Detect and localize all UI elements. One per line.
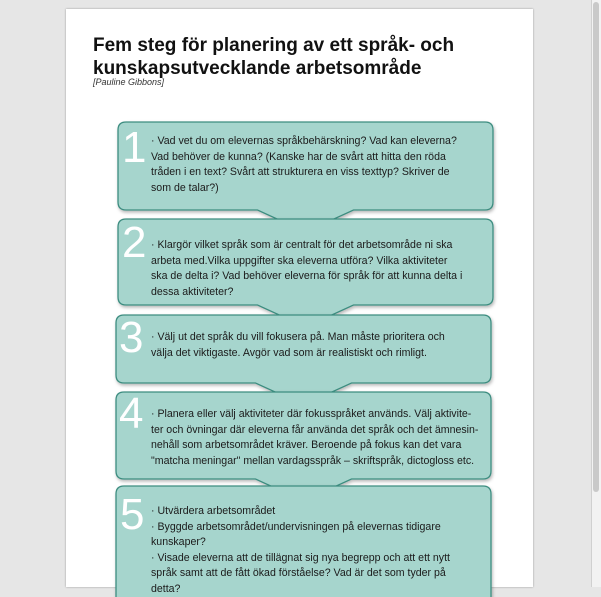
- step-text-line: Vad behöver de kunna? (Kanske har de svårt att hitta den röda: [151, 150, 457, 166]
- step-text-line: · Välj ut det språk du vill fokusera på. Man måste prioritera och: [151, 330, 445, 346]
- step-text-line: kunskaper?: [151, 535, 450, 551]
- step-text-line: arbeta med.Vilka uppgifter ska eleverna utföra? Vilka aktiviteter: [151, 254, 462, 270]
- scrollbar-thumb[interactable]: [593, 2, 599, 492]
- vertical-scrollbar[interactable]: [591, 0, 601, 587]
- author-credit: [Pauline Gibbons]: [93, 77, 164, 87]
- document-page: [66, 9, 533, 587]
- step-text-3: [151, 330, 445, 361]
- step-text-line: "matcha meningar" mellan vardagsspråk – skriftspråk, dictogloss etc.: [151, 454, 478, 470]
- step-number-3: 3: [119, 316, 143, 360]
- step-text-line: nehåll som arbetsområdet kräver. Beroende på fokus kan det vara: [151, 438, 478, 454]
- step-text-line: · Klargör vilket språk som är centralt för det arbetsområde ni ska: [151, 238, 462, 254]
- step-text-line: dessa aktiviteter?: [151, 285, 462, 301]
- step-text-line: · Planera eller välj aktiviteter där fokusspråket används. Välj aktivite-: [151, 407, 478, 423]
- step-number-4: 4: [119, 392, 143, 436]
- step-text-line: · Vad vet du om elevernas språkbehärskning? Vad kan eleverna?: [151, 134, 457, 150]
- step-number-1: 1: [122, 126, 146, 170]
- step-text-2: [151, 238, 462, 300]
- step-text-4: [151, 407, 478, 469]
- step-number-2: 2: [122, 221, 146, 265]
- step-text-line: · Utvärdera arbetsområdet: [151, 504, 450, 520]
- step-text-line: välja det viktigaste. Avgör vad som är realistiskt och rimligt.: [151, 346, 445, 362]
- step-number-5: 5: [120, 493, 144, 537]
- step-text-line: ska de delta i? Vad behöver eleverna för språk för att kunna delta i: [151, 269, 462, 285]
- step-text-line: språk samt att de fått ökad förståelse? Vad är det som tyder på: [151, 566, 450, 582]
- step-text-line: tråden i en text? Svårt att strukturera en viss texttyp? Skriver de: [151, 165, 457, 181]
- step-text-line: ter och övningar där eleverna får använda det språk och det ämnesin-: [151, 423, 478, 439]
- step-text-line: · Byggde arbetsområdet/undervisningen på elevernas tidigare: [151, 520, 450, 536]
- step-text-line: · Visade eleverna att de tillägnat sig nya begrepp och att ett nytt: [151, 551, 450, 567]
- step-text-line: detta?: [151, 582, 450, 597]
- step-text-1: [151, 134, 457, 196]
- title-line-1: Fem steg för planering av ett språk- och: [93, 35, 454, 56]
- step-text-line: som de talar?): [151, 181, 457, 197]
- title-line-2: kunskapsutvecklande arbetsområde: [93, 58, 421, 79]
- step-text-5: [151, 504, 450, 597]
